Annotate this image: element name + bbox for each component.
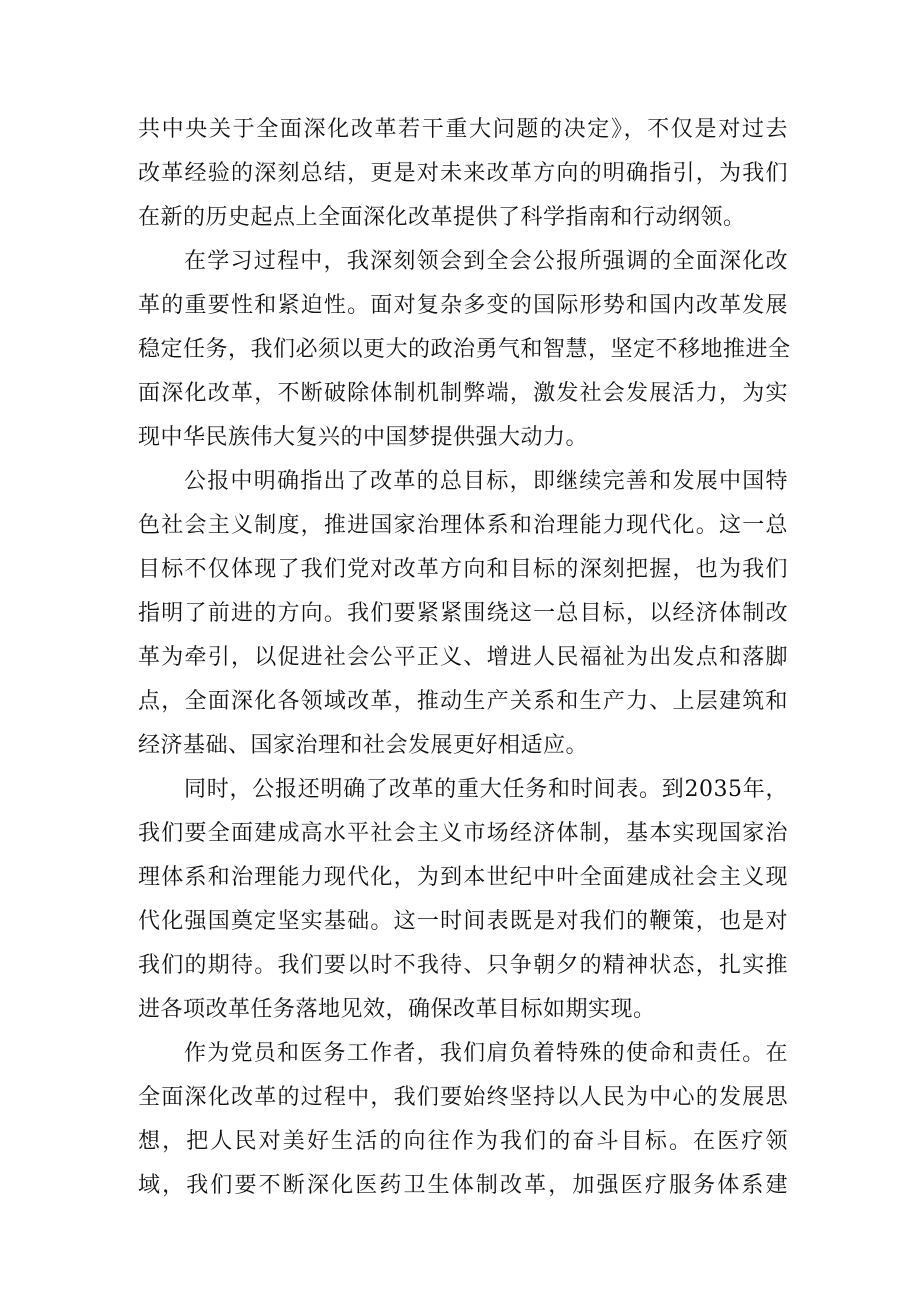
text-line: 共中央关于全面深化改革若干重大问题的决定》，不仅是对过去: [138, 117, 788, 142]
text-line: 想，把人民对美好生活的向往作为我们的奋斗目标。在医疗领: [138, 1129, 788, 1154]
text-line: 理体系和治理能力现代化，为到本世纪中叶全面建成社会主义现: [138, 865, 788, 890]
text-line: 稳定任务，我们必须以更大的政治勇气和智慧，坚定不移地推进全: [138, 337, 791, 362]
text-line: 代化强国奠定坚实基础。这一时间表既是对我们的鞭策，也是对: [138, 909, 788, 934]
text-line: 革的重要性和紧迫性。面对复杂多变的国际形势和国内改革发展: [138, 293, 788, 318]
paragraph-first-line: 作为党员和医务工作者，我们肩负着特殊的使命和责任。在: [184, 1041, 788, 1066]
text-line: 革为牵引，以促进社会公平正义、增进人民福祉为出发点和落脚: [138, 645, 788, 670]
text-line: 我们的期待。我们要以时不我待、只争朝夕的精神状态，扎实推: [138, 953, 788, 978]
paragraph-first-line: 同时，公报还明确了改革的重大任务和时间表。到2035年，: [184, 777, 788, 802]
text-line: 目标不仅体现了我们党对改革方向和目标的深刻把握，也为我们: [138, 557, 788, 582]
text-line: 指明了前进的方向。我们要紧紧围绕这一总目标，以经济体制改: [138, 601, 788, 626]
text-line: 色社会主义制度，推进国家治理体系和治理能力现代化。这一总: [138, 513, 788, 538]
paragraph-first-line: 公报中明确指出了改革的总目标，即继续完善和发展中国特: [184, 469, 788, 494]
text-line: 域，我们要不断深化医药卫生体制改革，加强医疗服务体系建: [138, 1173, 788, 1198]
text-line: 经济基础、国家治理和社会发展更好相适应。: [138, 733, 589, 758]
text-line: 改革经验的深刻总结，更是对未来改革方向的明确指引，为我们: [138, 161, 788, 186]
text-line: 进各项改革任务落地见效，确保改革目标如期实现。: [138, 997, 656, 1022]
text-line: 点，全面深化各领域改革，推动生产关系和生产力、上层建筑和: [138, 689, 788, 714]
text-line: 全面深化改革的过程中，我们要始终坚持以人民为中心的发展思: [138, 1085, 788, 1110]
paragraph-first-line: 在学习过程中，我深刻领会到全会公报所强调的全面深化改: [184, 249, 788, 274]
text-line: 在新的历史起点上全面深化改革提供了科学指南和行动纲领。: [138, 205, 746, 230]
text-line: 现中华民族伟大复兴的中国梦提供强大动力。: [138, 425, 589, 450]
text-line: 面深化改革，不断破除体制机制弊端，激发社会发展活力，为实: [138, 381, 788, 406]
text-line: 我们要全面建成高水平社会主义市场经济体制，基本实现国家治: [138, 821, 788, 846]
